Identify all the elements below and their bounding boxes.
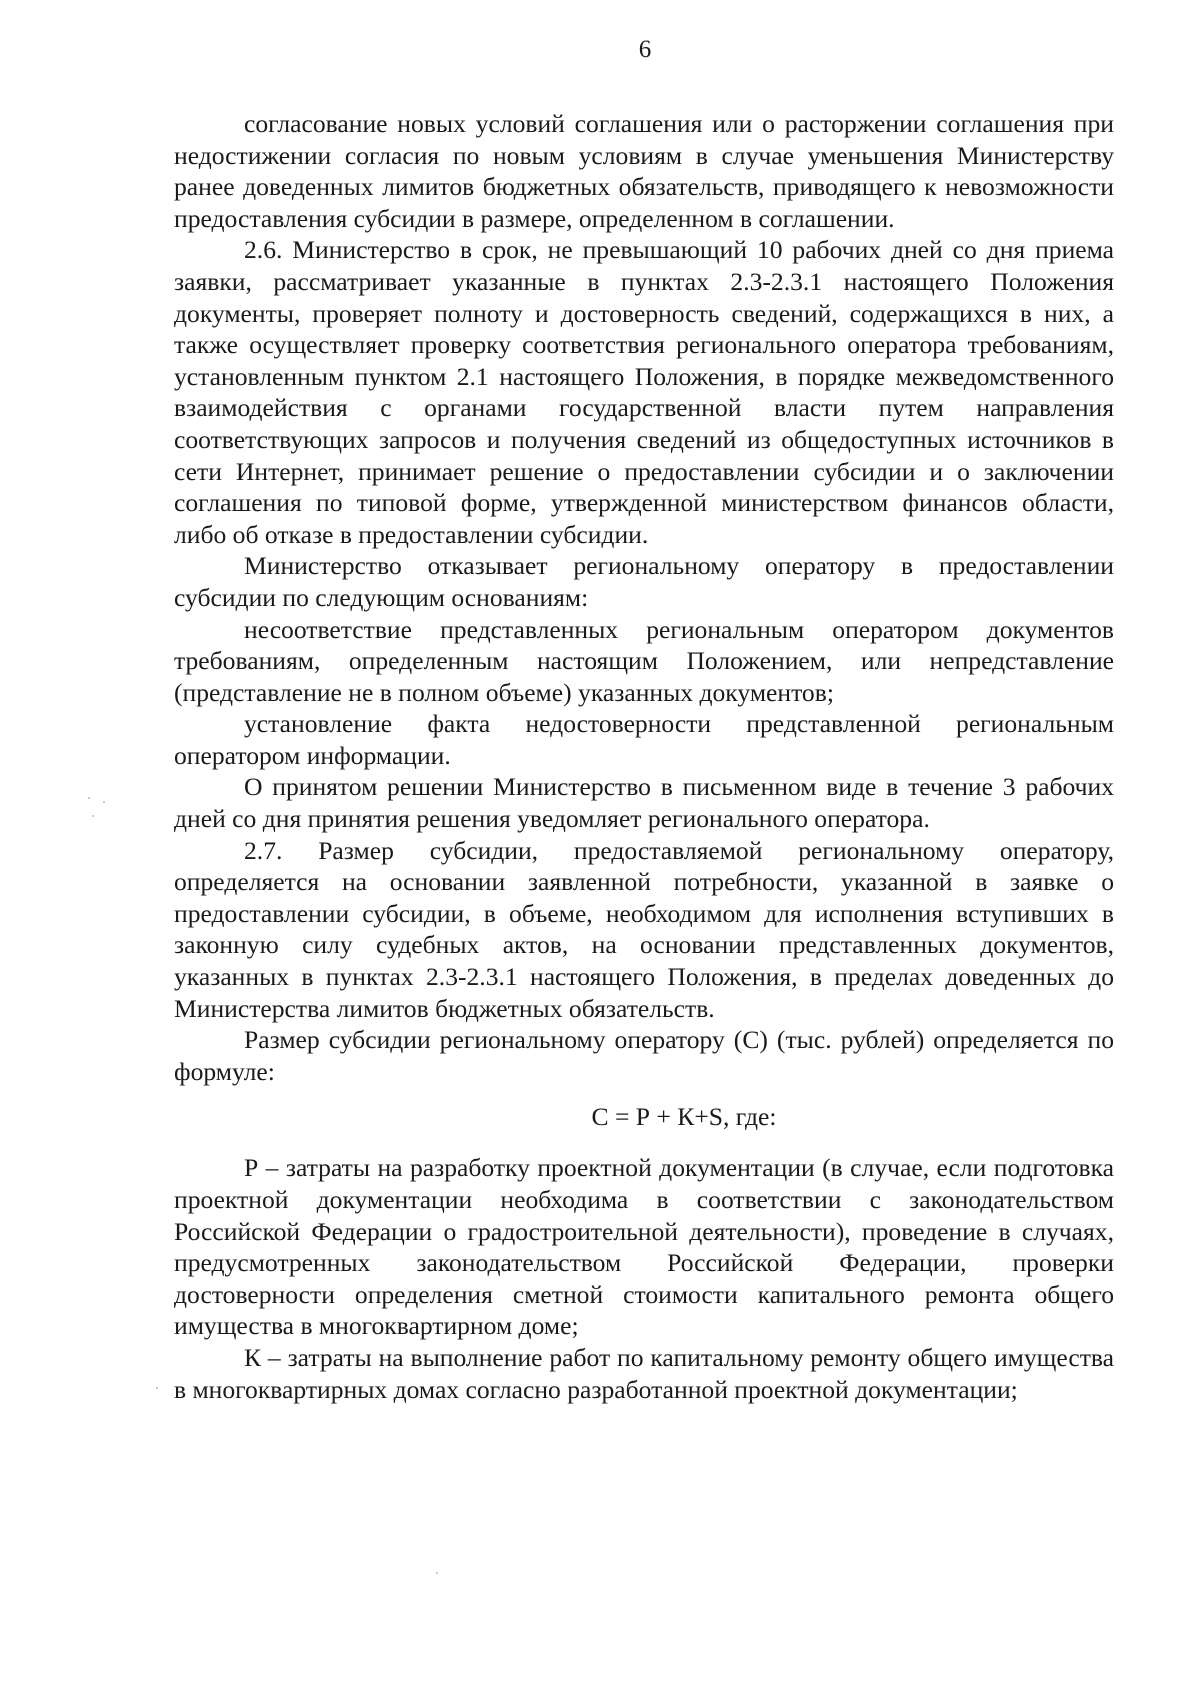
paragraph-notification: О принятом решении Министерство в письменном виде в течение 3 рабочих дней со дня принятия решения уведомляет регионального оператора. xyxy=(174,772,1114,834)
scan-speck xyxy=(92,815,94,817)
paragraph-continuation: согласование новых условий соглашения или о расторжении соглашения при недостижении согласия по новым условиям в случае уменьшения Министерству ранее доведенных лимитов бюджетных обязательств, приводящего к невозможности предоставления субсидии в размере, определенном в соглашении. xyxy=(174,109,1114,233)
paragraph-ground-documents: несоответствие представленных региональным оператором документов требованиям, определенным настоящим Положением, или непредставление (представление не в полном объеме) указанных документов; xyxy=(174,614,1114,707)
paragraph-2-6: 2.6. Министерство в срок, не превышающий 10 рабочих дней со дня приема заявки, рассматривает указанные в пунктах 2.3-2.3.1 настоящего Положения документы, проверяет полноту и достоверность сведений, содержащихся в них, а также осуществляет проверку соответствия регионального оператора требованиям, установленным пунктом 2.1 настоящего Положения, в порядке межведомственного взаимодействия с органами государственной власти путем направления соответствующих запросов и получения сведений из общедоступных источников в сети Интернет, принимает решение о предоставлении субсидии и о заключении соглашения по типовой форме, утвержденной министерством финансов области, либо об отказе в предоставлении субсидии. xyxy=(174,235,1114,549)
scan-speck xyxy=(436,1572,438,1574)
scan-speck xyxy=(156,1387,158,1389)
subsidy-formula: С = Р + К+S, где: xyxy=(591,1102,777,1132)
paragraph-refusal-grounds: Министерство отказывает региональному оператору в предоставлении субсидии по следующим основаниям: xyxy=(174,551,1114,612)
paragraph-2-7: 2.7. Размер субсидии, предоставляемой региональному оператору, определяется на основании заявленной потребности, указанной в заявке о предоставлении субсидии, в объеме, необходимом для исполнения вступивших в законную силу судебных актов, на основании представленных документов, указанных в пунктах 2.3-2.3.1 настоящего Положения, в пределах доведенных до Министерства лимитов бюджетных обязательств. xyxy=(174,835,1114,1023)
scan-speck xyxy=(88,797,90,799)
page-number: 6 xyxy=(638,36,652,63)
paragraph-formula-intro: Размер субсидии региональному оператору (С) (тыс. рублей) определяется по формуле: xyxy=(174,1025,1114,1086)
document-body xyxy=(174,108,1114,1405)
scan-speck xyxy=(103,801,105,803)
definition-k: К – затраты на выполнение работ по капитальному ремонту общего имущества в многоквартирных домах согласно разработанной проектной документации; xyxy=(174,1342,1114,1404)
paragraph-ground-false-info: установление факта недостоверности представленной региональным оператором информации. xyxy=(174,709,1114,770)
definition-p: Р – затраты на разработку проектной документации (в случае, если подготовка проектной документации необходима в соответствии с законодательством Российской Федерации о градостроительной деятельности), проведение в случаях, предусмотренных законодательством Российской Федерации, проверки достоверности определения сметной стоимости капитального ремонта общего имущества в многоквартирном доме; xyxy=(174,1153,1114,1341)
